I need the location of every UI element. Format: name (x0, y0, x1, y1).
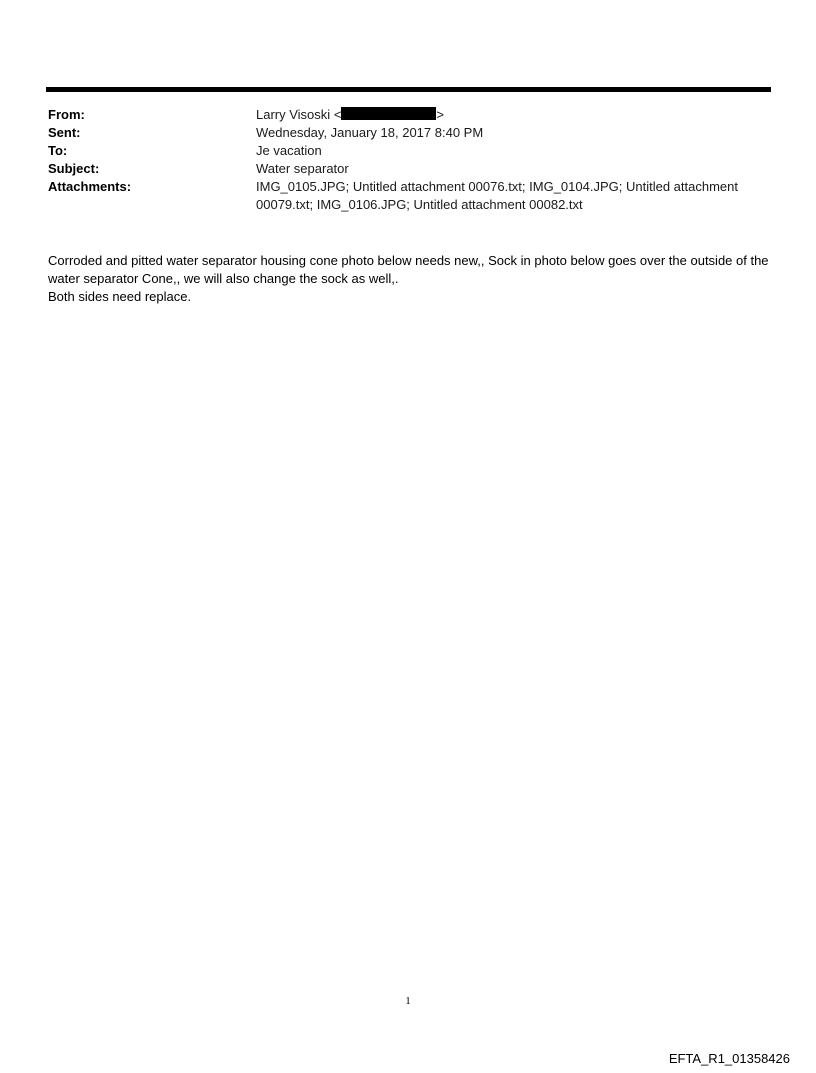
sent-label: Sent: (48, 125, 81, 140)
attachments-value (256, 178, 768, 214)
bates-number: EFTA_R1_01358426 (668, 1051, 790, 1066)
from-value (256, 106, 768, 124)
email-header (48, 106, 768, 214)
message-body (48, 252, 773, 306)
sent-row (48, 124, 768, 142)
to-row (48, 142, 768, 160)
header-rule (46, 87, 771, 92)
subject-value: Water separator (256, 161, 349, 176)
attachments-line-2: 00079.txt; IMG_0106.JPG; Untitled attachment 00082.txt (256, 197, 583, 212)
from-label: From: (48, 107, 85, 122)
sender-open-bracket: < (333, 107, 342, 122)
sender-close-bracket: > (436, 107, 444, 122)
page-number: 1 (405, 995, 411, 1007)
to-label: To: (48, 143, 68, 158)
body-paragraph-1: Corroded and pitted water separator housing cone photo below needs new,, Sock in photo below goes over the outside of the water separator Cone,, we will also change the sock as well,. (48, 253, 769, 286)
sent-value: Wednesday, January 18, 2017 8:40 PM (256, 125, 484, 140)
subject-label: Subject: (48, 161, 100, 176)
sender-name: Larry Visoski (256, 107, 331, 122)
subject-row (48, 160, 768, 178)
body-paragraph-2: Both sides need replace. (48, 289, 192, 304)
attachments-line-1: IMG_0105.JPG; Untitled attachment 00076.txt; IMG_0104.JPG; Untitled attachment (256, 179, 738, 194)
to-value: Je vacation (256, 143, 322, 158)
from-row (48, 106, 768, 124)
redaction-box (341, 107, 436, 120)
attachments-row (48, 178, 768, 214)
attachments-label: Attachments: (48, 179, 132, 194)
